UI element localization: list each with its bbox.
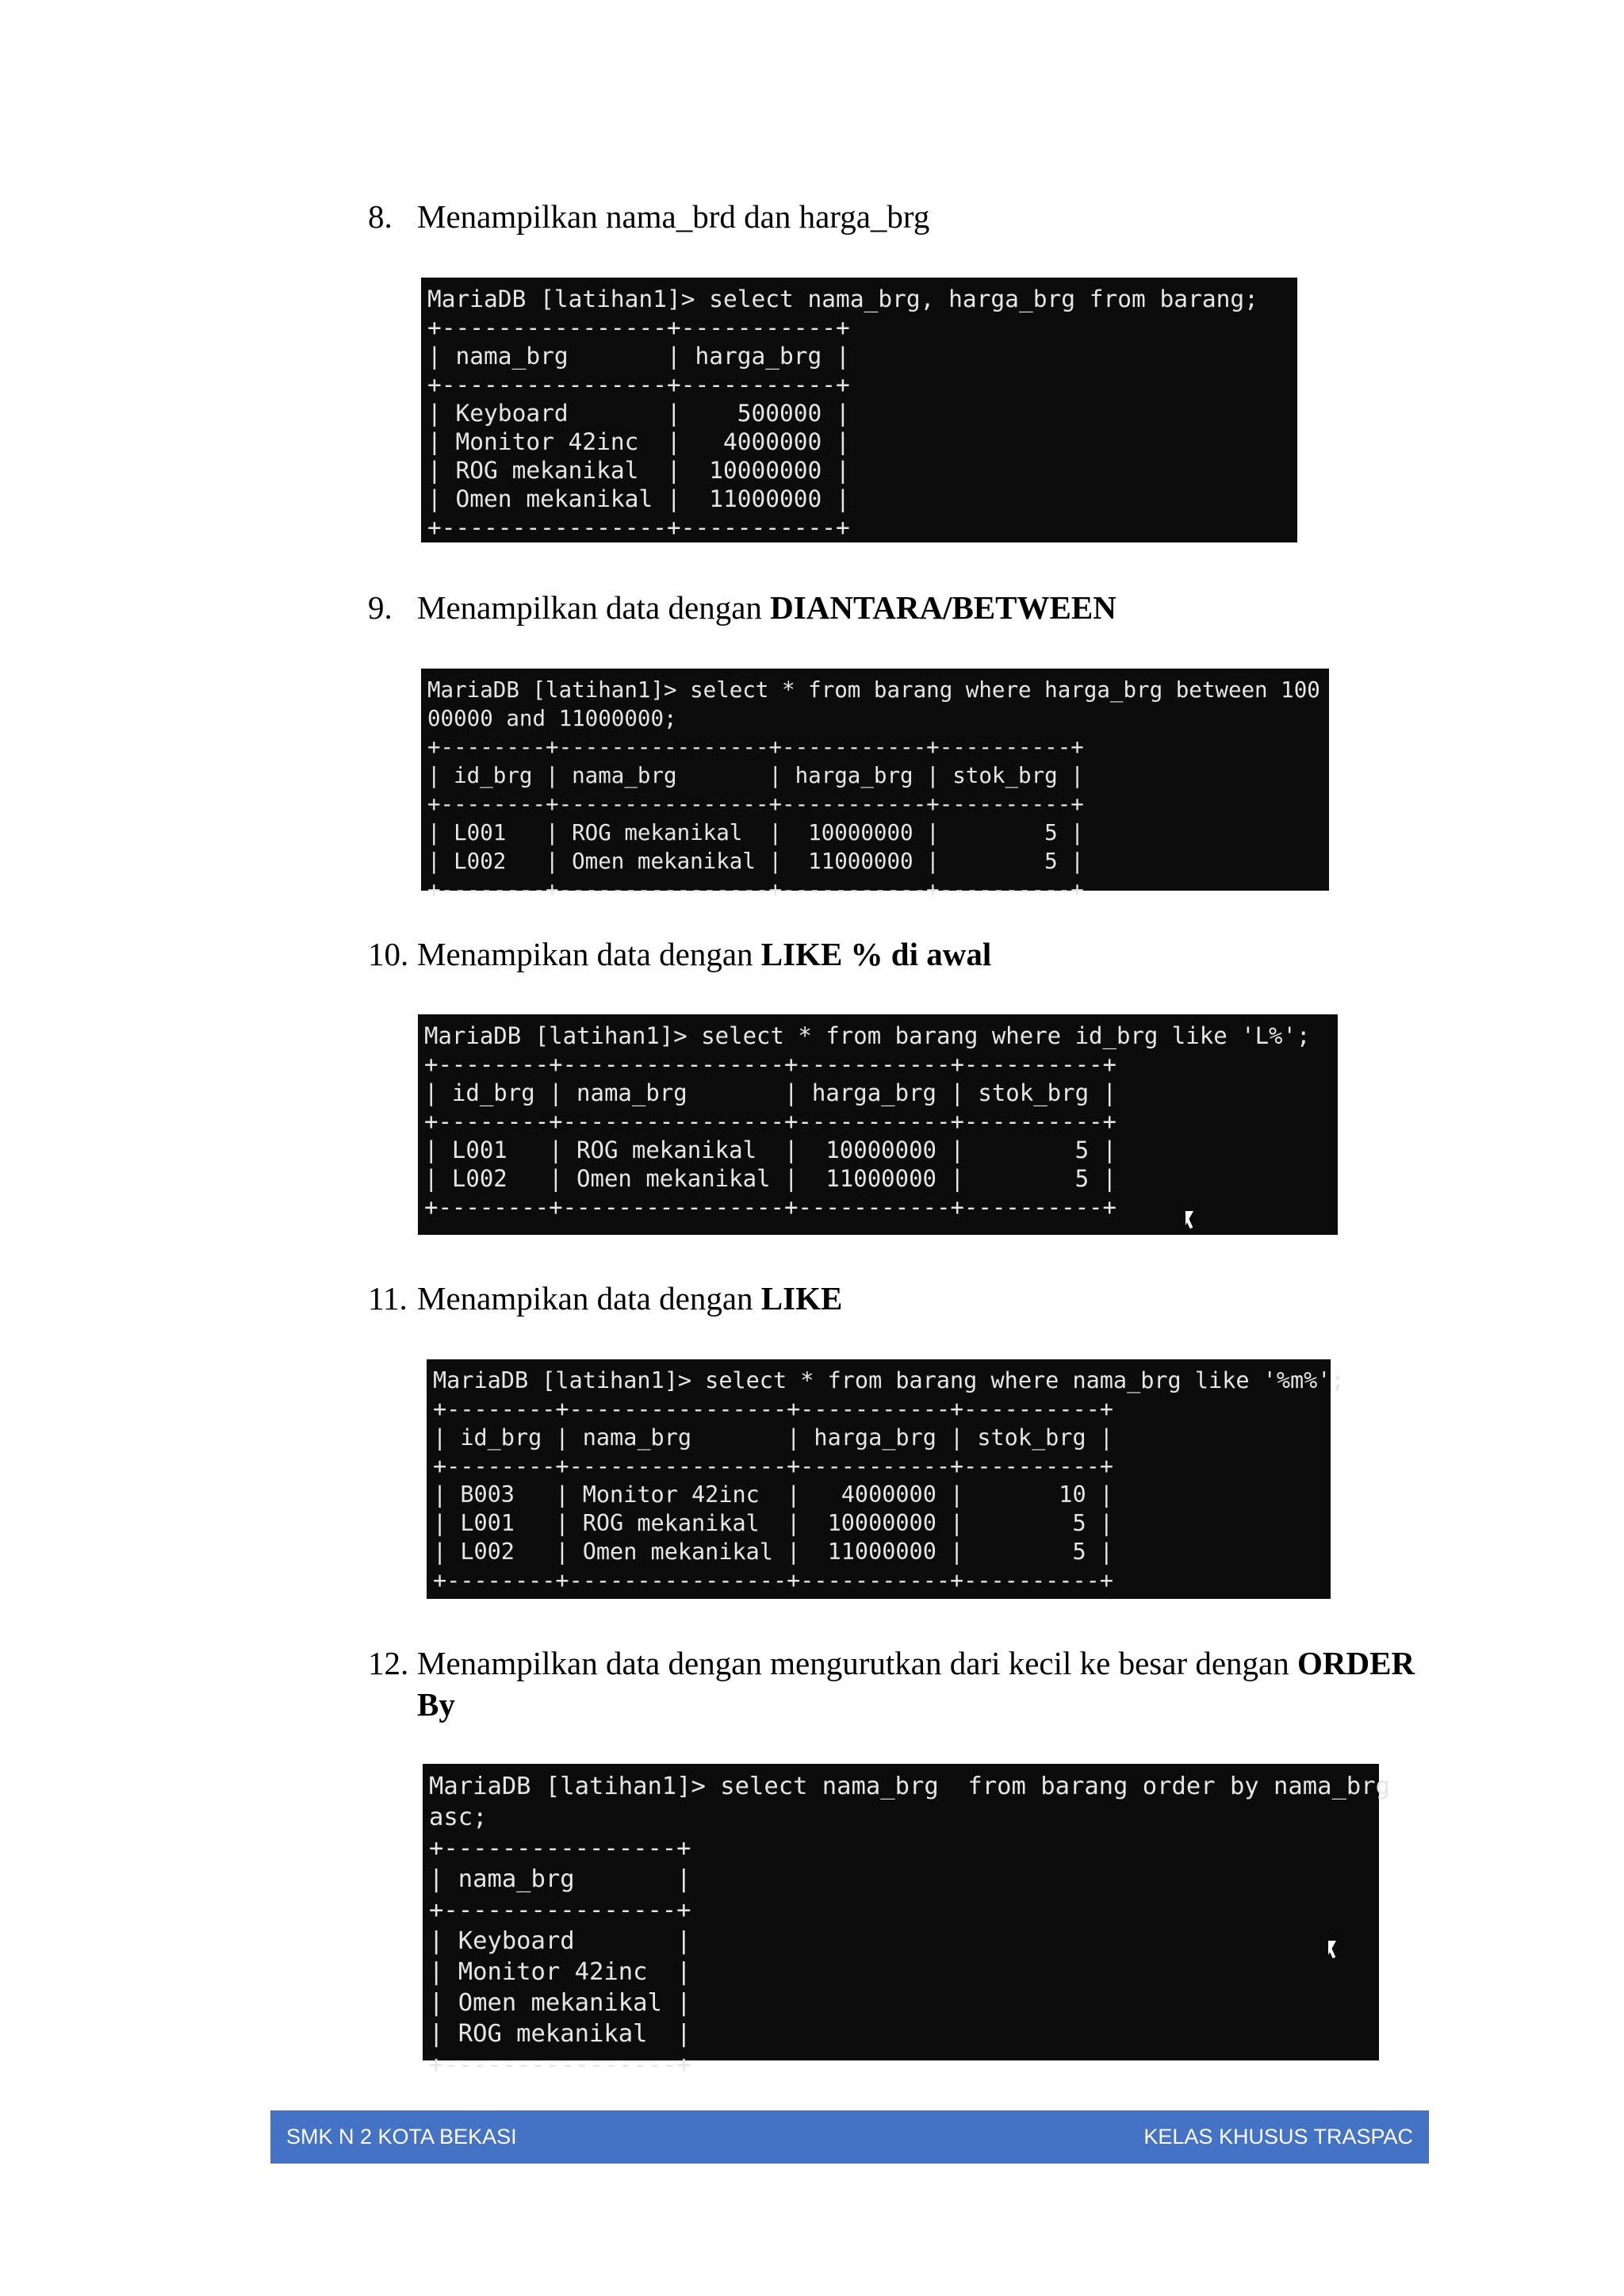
section-number: 11. xyxy=(368,1280,408,1317)
terminal-line: | ROG mekanikal | xyxy=(429,2020,691,2048)
terminal-line: | L001 | ROG mekanikal | 10000000 | 5 | xyxy=(433,1510,1113,1536)
terminal-line: | L001 | ROG mekanikal | 10000000 | 5 | xyxy=(424,1137,1116,1163)
section-keyword-continued: By xyxy=(417,1686,455,1723)
section-10-heading xyxy=(368,933,1431,975)
terminal-line: +--------+----------------+-----------+----------+ xyxy=(433,1396,1113,1422)
section-text: Menampikan data dengan xyxy=(417,936,761,972)
terminal-line: | id_brg | nama_brg | harga_brg | stok_brg | xyxy=(424,1079,1116,1106)
terminal-screenshot-8 xyxy=(421,278,1297,542)
terminal-line: MariaDB [latihan1]> select * from barang where id_brg like 'L%'; xyxy=(424,1022,1311,1049)
terminal-screenshot-9 xyxy=(421,669,1329,903)
section-8-heading xyxy=(368,196,1431,237)
terminal-line: MariaDB [latihan1]> select nama_brg, harga_brg from barang; xyxy=(427,286,1258,312)
section-number: 10. xyxy=(368,936,409,972)
terminal-line: 00000 and 11000000; xyxy=(427,706,677,731)
terminal-line: MariaDB [latihan1]> select nama_brg from barang order by nama_brg xyxy=(429,1773,1390,1800)
terminal-line: | Keyboard | 500000 | xyxy=(427,400,850,427)
footer-school-name: SMK N 2 KOTA BEKASI xyxy=(286,2125,517,2148)
terminal-line: +--------+----------------+-----------+----------+ xyxy=(427,734,1084,760)
terminal-line: | Monitor 42inc | 4000000 | xyxy=(427,428,850,455)
terminal-line: MariaDB [latihan1]> select * from barang where harga_brg between 100 xyxy=(427,677,1320,703)
terminal-line: +----------------+-----------+ xyxy=(427,314,850,341)
footer-class-name: KELAS KHUSUS TRASPAC xyxy=(1143,2125,1413,2148)
terminal-line: +----------------+ xyxy=(429,2051,691,2079)
terminal-line: +--------+----------------+-----------+----------+ xyxy=(427,877,1084,903)
terminal-line: | ROG mekanikal | 10000000 | xyxy=(427,457,850,484)
terminal-line: | Omen mekanikal | xyxy=(429,1989,691,2017)
section-text: Menampilkan nama_brd dan harga_brg xyxy=(417,198,930,235)
section-11-heading xyxy=(368,1278,1431,1319)
terminal-line: | nama_brg | xyxy=(429,1865,691,1893)
section-keyword: LIKE % di awal xyxy=(760,936,992,972)
terminal-line: | B003 | Monitor 42inc | 4000000 | 10 | xyxy=(433,1481,1113,1508)
section-text: Menampikan data dengan xyxy=(417,1280,761,1317)
terminal-line: +--------+----------------+-----------+----------+ xyxy=(427,792,1084,817)
terminal-line: | nama_brg | harga_brg | xyxy=(427,343,850,370)
terminal-line: +----------------+-----------+ xyxy=(427,514,850,541)
page-footer xyxy=(270,2110,1429,2164)
terminal-line: | Omen mekanikal | 11000000 | xyxy=(427,485,850,512)
section-12-heading xyxy=(368,1642,1431,1725)
terminal-line: | L001 | ROG mekanikal | 10000000 | 5 | xyxy=(427,820,1084,845)
terminal-line: +----------------+ xyxy=(429,1896,691,1924)
mouse-pointer-icon xyxy=(1185,1211,1201,1225)
terminal-line: | id_brg | nama_brg | harga_brg | stok_brg | xyxy=(433,1424,1113,1451)
terminal-line: | id_brg | nama_brg | harga_brg | stok_brg | xyxy=(427,763,1084,788)
terminal-line: +--------+----------------+-----------+----------+ xyxy=(424,1108,1116,1135)
terminal-line: +--------+----------------+-----------+----------+ xyxy=(424,1194,1116,1221)
terminal-line: | L002 | Omen mekanikal | 11000000 | 5 | xyxy=(433,1539,1113,1565)
terminal-screenshot-12 xyxy=(423,1764,1390,2079)
section-text: Menampilkan data dengan xyxy=(417,589,771,626)
terminal-line: MariaDB [latihan1]> select * from barang where nama_brg like '%m%'; xyxy=(433,1367,1345,1393)
terminal-line: +--------+----------------+-----------+----------+ xyxy=(424,1051,1116,1078)
terminal-line: | Monitor 42inc | xyxy=(429,1958,691,1986)
terminal-screenshot-10 xyxy=(418,1014,1338,1235)
section-keyword: ORDER xyxy=(1297,1645,1415,1681)
terminal-line: asc; xyxy=(429,1803,488,1831)
terminal-line: | L002 | Omen mekanikal | 11000000 | 5 | xyxy=(427,849,1084,874)
terminal-line: +--------+----------------+-----------+----------+ xyxy=(433,1453,1113,1479)
terminal-screenshot-11 xyxy=(427,1359,1345,1599)
terminal-line: +----------------+ xyxy=(429,1834,691,1862)
terminal-line: +----------------+-----------+ xyxy=(427,371,850,398)
section-keyword: DIANTARA/BETWEEN xyxy=(770,589,1116,626)
terminal-line: | L002 | Omen mekanikal | 11000000 | 5 | xyxy=(424,1165,1116,1192)
section-text: Menampilkan data dengan mengurutkan dari kecil ke besar dengan xyxy=(417,1645,1298,1681)
section-keyword: LIKE xyxy=(760,1280,843,1317)
section-number: 8. xyxy=(368,198,393,235)
mouse-pointer-icon xyxy=(1328,1941,1344,1955)
section-number: 9. xyxy=(368,589,393,626)
terminal-line: | Keyboard | xyxy=(429,1927,691,1955)
section-9-heading xyxy=(368,587,1431,628)
terminal-line: +--------+----------------+-----------+----------+ xyxy=(433,1567,1113,1593)
section-number: 12. xyxy=(368,1645,409,1681)
